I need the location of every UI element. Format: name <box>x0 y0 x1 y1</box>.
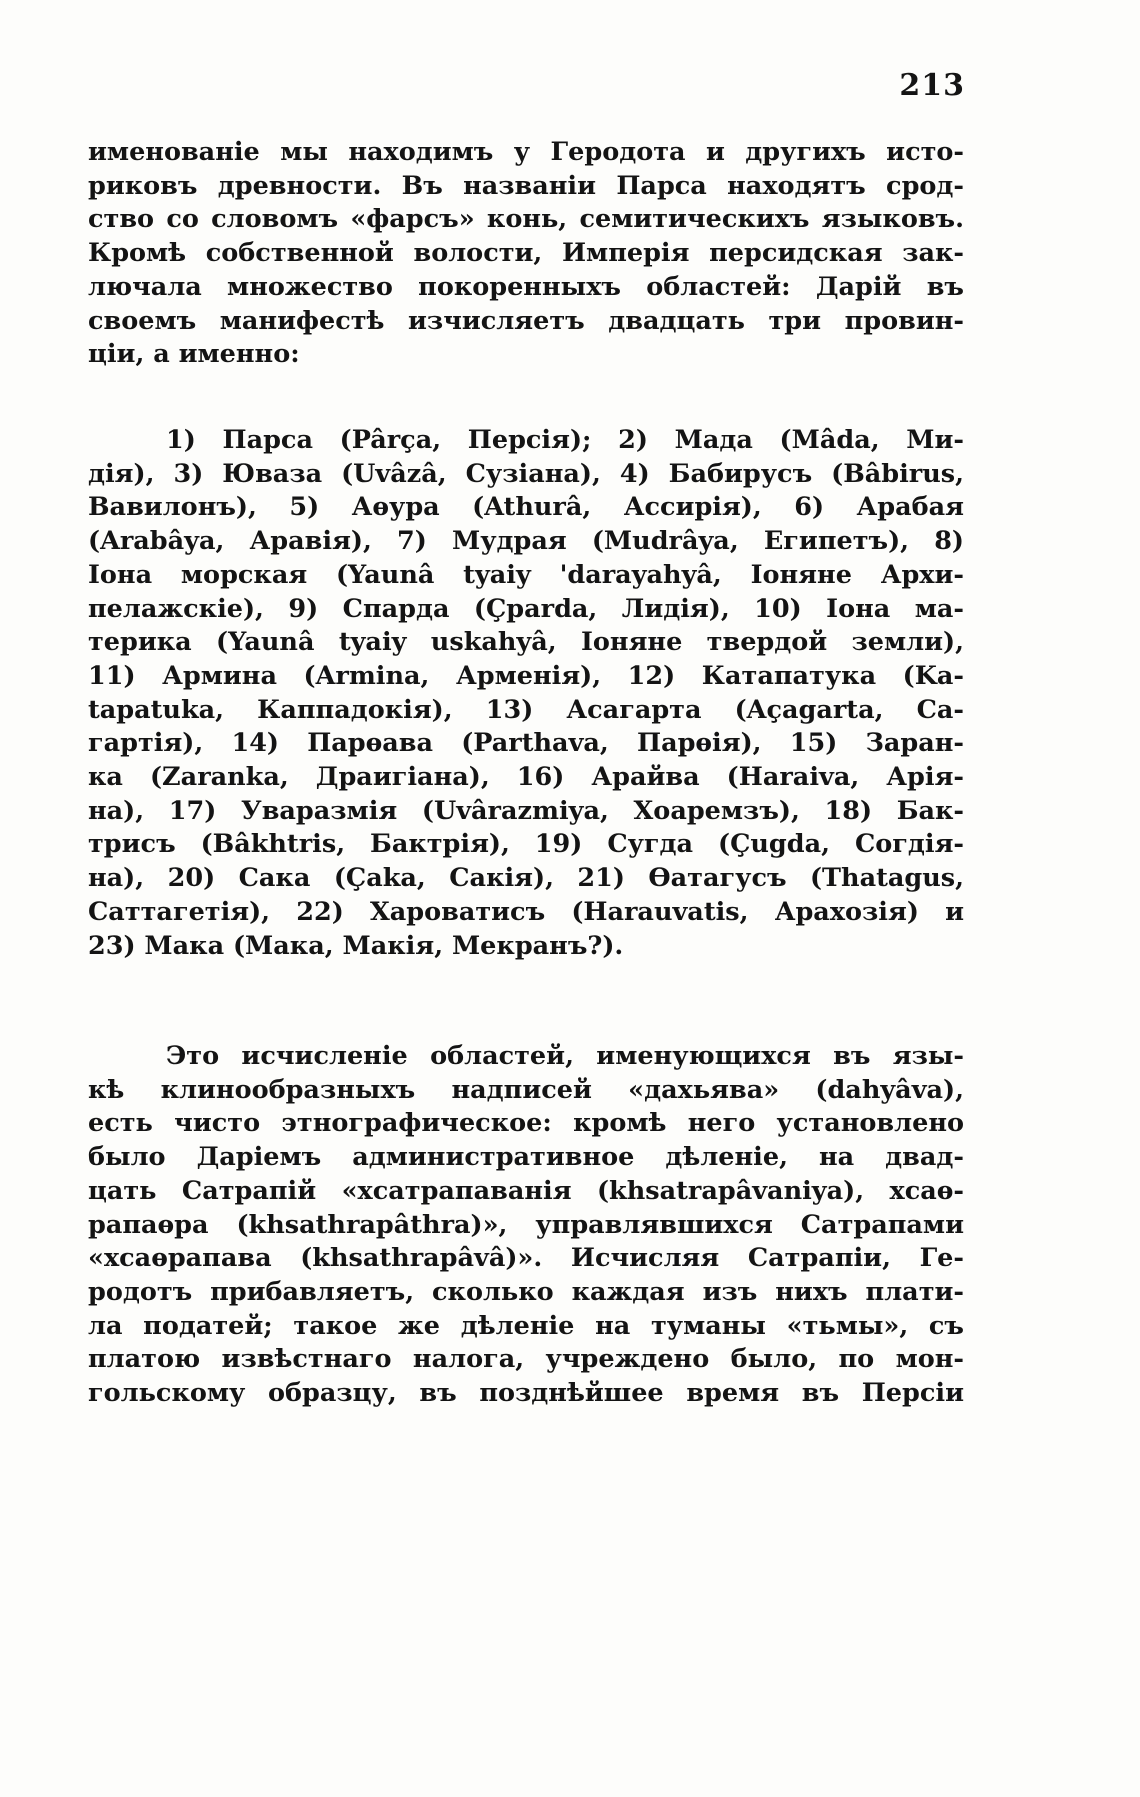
text-line: (Arabâya, Аравія), 7) Мудрая (Mudrâya, Египетъ), 8) <box>88 526 964 557</box>
text-line: пелажскіе), 9) Спарда (Çparda, Лидія), 10) Іона ма- <box>88 593 964 624</box>
text-line: именованіе мы находимъ у Геродота и другихъ исто- <box>88 137 964 167</box>
text-line: ство со словомъ «фарсъ» конь, семитическихъ языковъ. <box>88 204 964 235</box>
text-line: Саттагетія), 22) Хароватисъ (Harauvatis, Арахозія) и <box>88 896 964 927</box>
paragraph-satrapies <box>88 1040 964 1411</box>
text-line: рапаѳра (khsathrapâthra)», управлявшихся Сатрапами <box>88 1209 964 1240</box>
text-line: Вавилонъ), 5) Аѳура (Athurâ, Ассирія), 6) Арабая <box>88 492 964 523</box>
paragraph-provinces-list <box>88 424 964 963</box>
page-number: 213 <box>899 68 965 103</box>
text-line: риковъ древности. Въ названіи Парса находятъ срод- <box>88 170 964 201</box>
text-line: 11) Армина (Armina, Арменія), 12) Катапатука (Ka- <box>88 660 964 691</box>
text-line: «хсаѳрапава (khsathrapâvâ)». Исчисляя Сатрапіи, Ге- <box>88 1243 964 1274</box>
text-line: гартія), 14) Парѳава (Parthava, Парѳія), 15) Заран- <box>88 728 964 759</box>
text-line: ціи, а именно: <box>88 339 300 370</box>
text-line: дія), 3) Юваза (Uvâzâ, Сузіана), 4) Бабирусъ (Bâbirus, <box>88 458 964 489</box>
text-line: терика (Yaunâ tyaiy uskahyâ, Іоняне твердой земли), <box>88 627 964 658</box>
text-line: было Даріемъ административное дѣленіе, на двад- <box>88 1142 964 1173</box>
text-line: Кромѣ собственной волости, Имперія персидская зак- <box>88 238 964 269</box>
text-line: на), 20) Сака (Çaka, Сакія), 21) Ѳатагусъ (Thatagus, <box>88 863 964 894</box>
text-line: tapatuka, Каппадокія), 13) Асагарта (Açagarta, Са- <box>88 694 964 725</box>
text-line: кѣ клинообразныхъ надписей «дахьява» (dahyâva), <box>88 1074 964 1105</box>
text-line: 1) Парса (Pârça, Персія); 2) Мада (Mâda, Ми- <box>166 425 964 455</box>
text-line: ла податей; такое же дѣленіе на туманы «тьмы», съ <box>88 1310 964 1341</box>
text-line: на), 17) Уваразмія (Uvârazmiya, Хоаремзъ), 18) Бак- <box>88 795 964 826</box>
text-line: родотъ прибавляетъ, сколько каждая изъ нихъ плати- <box>88 1276 964 1307</box>
text-line: Это исчисленіе областей, именующихся въ язы- <box>166 1041 964 1071</box>
text-line: ка (Zaranka, Драигіана), 16) Арайва (Haraiva, Арія- <box>88 762 964 793</box>
text-line: трисъ (Bâkhtris, Бактрія), 19) Сугда (Çugda, Согдія- <box>88 829 964 860</box>
paragraph-intro <box>88 136 964 372</box>
text-line: платою извѣстнаго налога, учреждено было, по мон- <box>88 1344 964 1375</box>
text-line: есть чисто этнографическое: кромѣ него установлено <box>88 1108 964 1139</box>
text-line: лючала множество покоренныхъ областей: Дарій въ <box>88 271 964 302</box>
text-line: Іона морская (Yaunâ tyaiy 'darayahyâ, Іоняне Архи- <box>88 559 964 590</box>
text-line: 23) Мака (Мака, Макія, Мекранъ?). <box>88 930 624 961</box>
text-line: гольскому образцу, въ позднѣйшее время въ Персіи <box>88 1378 964 1409</box>
text-line: цать Сатрапій «хсатрапаванія (khsatrapâvaniya), хсаѳ- <box>88 1175 964 1206</box>
text-line: своемъ манифестѣ изчисляетъ двадцать три провин- <box>88 305 964 336</box>
